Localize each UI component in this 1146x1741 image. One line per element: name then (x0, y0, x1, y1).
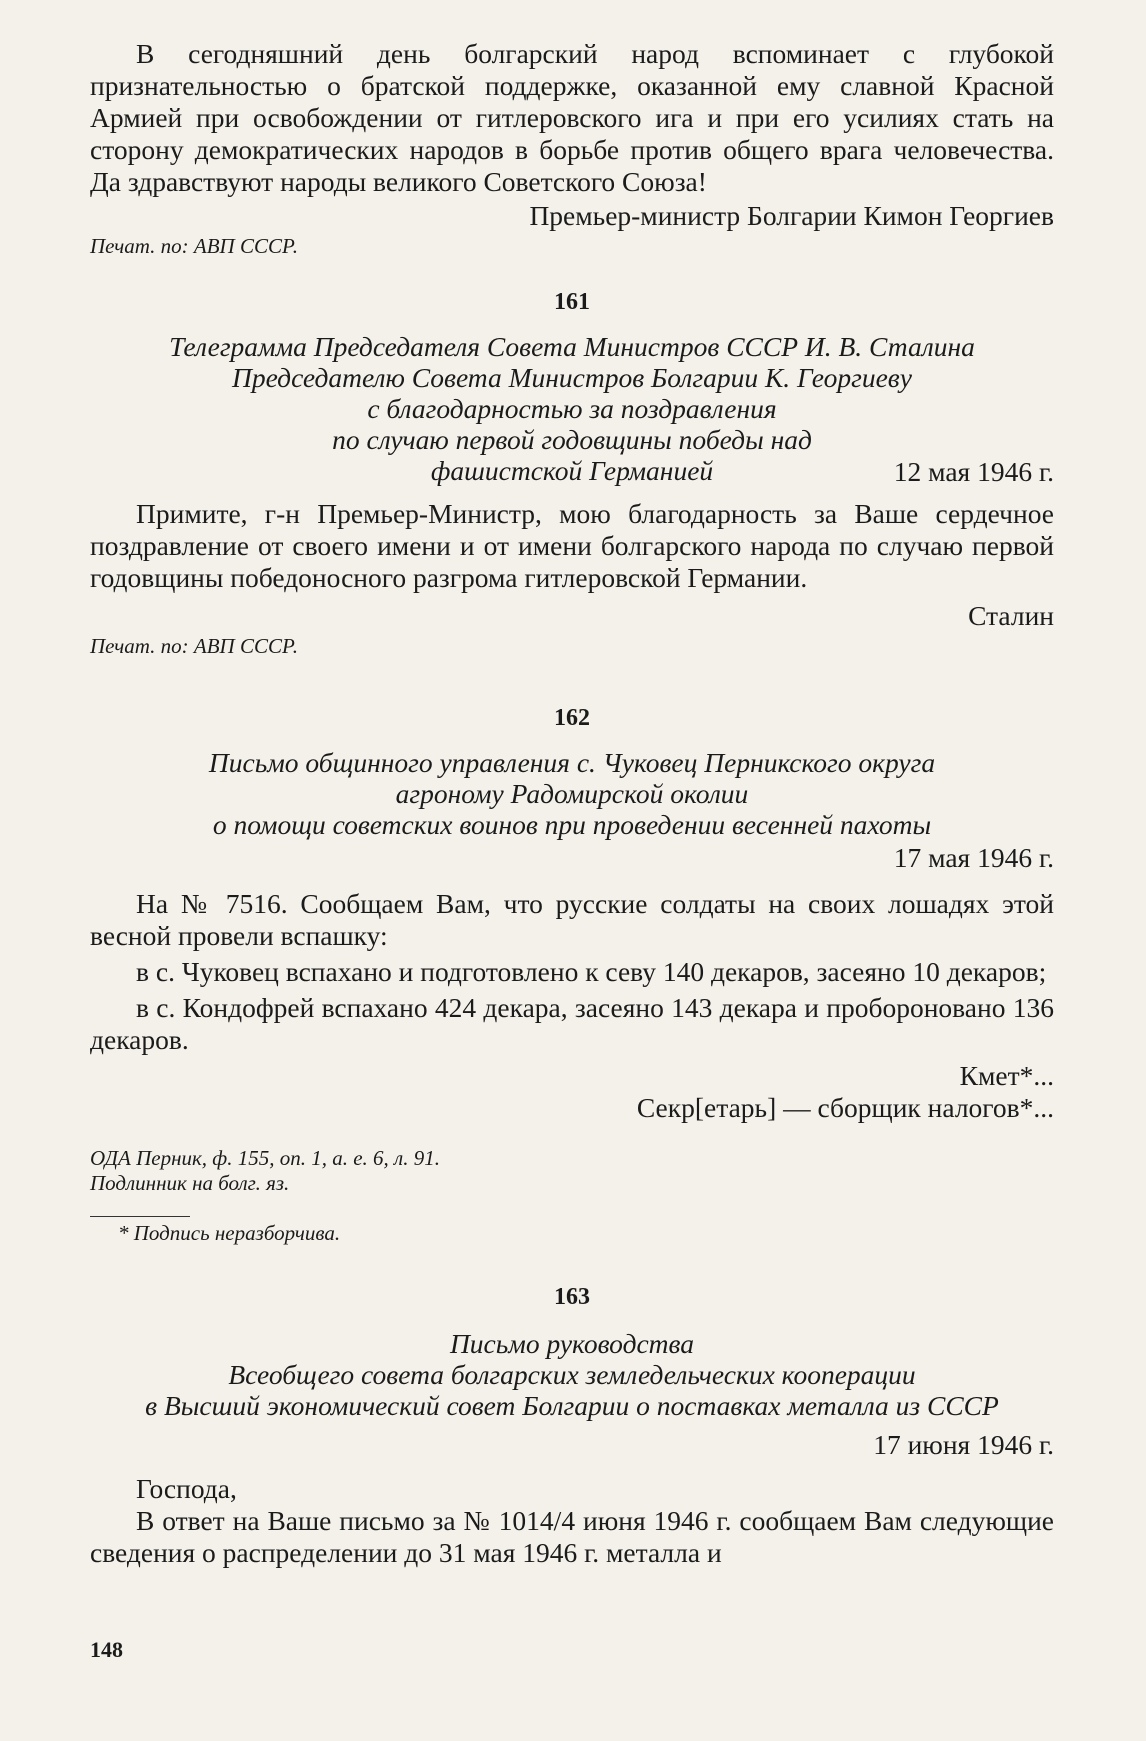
doc162-paragraph-1: На № 7516. Сообщаем Вам, что русские солдаты на своих лошадях этой весной провели вспашку: (90, 888, 1054, 951)
doc160-signature: Премьер-министр Болгарии Кимон Георгиев (529, 200, 1054, 231)
doc162-title-line: Письмо общинного управления с. Чуковец Перникского округа (208, 747, 936, 778)
doc163-date: 17 июня 1946 г. (873, 1429, 1054, 1460)
doc163-title-line: Всеобщего совета болгарских земледельческих кооперации (228, 1359, 916, 1390)
doc163-title-line: Письмо руководства (449, 1328, 695, 1359)
doc162-paragraph-2: в с. Чуковец вспахано и подготовлено к севу 140 декаров, засеяно 10 декаров; (136, 956, 1047, 987)
doc163-title (90, 1328, 1054, 1421)
doc161-date: 12 мая 1946 г. (893, 456, 1054, 487)
doc163-number: 163 (554, 1284, 590, 1310)
doc162-footnote: * Подпись неразборчива. (118, 1221, 341, 1245)
doc162-title (90, 747, 1054, 840)
doc161-paragraph: Примите, г-н Премьер-Министр, мою благодарность за Ваше сердечное поздравление от своего имени и от имени болгарского народа по случаю первой годовщины победоносного разгрома гитлеровской Германии. (90, 498, 1054, 593)
doc162-paragraph-3: в с. Кондофрей вспахано 424 декара, засеяно 143 декара и пробороновано 136 декаров. (90, 992, 1054, 1055)
doc161-title-line: Председателю Совета Министров Болгарии К. Георгиеву (232, 362, 912, 393)
doc162-title-line: о помощи советских воинов при проведении весенней пахоты (212, 809, 932, 840)
doc162-signature-1: Кмет*... (959, 1060, 1054, 1091)
doc161-source: Печат. по: АВП СССР. (90, 634, 298, 658)
doc161-title-line: с благодарностью за поздравления (367, 393, 777, 424)
doc160-source: Печат. по: АВП СССР. (90, 234, 298, 258)
doc161-title-line: по случаю первой годовщины победы над (332, 424, 812, 455)
doc161-number: 161 (554, 289, 590, 315)
doc161-title-line: Телеграмма Председателя Совета Министров СССР И. В. Сталина (169, 331, 975, 362)
doc160-paragraph: В сегодняшний день болгарский народ вспоминает с глубокой признательностью о братской поддержке, оказанной ему славной Красной Армией при освобождении от гитлеровского ига и при его усилиях стать на сторону демократических народов в борьбе против общего врага человечества. Да здравствуют народы великого Советского Союза! (90, 38, 1054, 197)
footnote-divider (90, 1216, 190, 1217)
doc163-title-line: в Высший экономический совет Болгарии о поставках металла из СССР (145, 1390, 999, 1421)
doc161-title-line: фашистской Германией (430, 455, 714, 486)
doc162-date: 17 мая 1946 г. (893, 842, 1054, 873)
doc162-title-line: агроному Радомирской околии (395, 778, 749, 809)
page-number: 148 (90, 1637, 123, 1662)
doc162-source-1: ОДА Перник, ф. 155, оп. 1, а. е. 6, л. 91. (90, 1146, 440, 1170)
doc163-paragraph: В ответ на Ваше письмо за № 1014/4 июня 1946 г. сообщаем Вам следующие сведения о распределении до 31 мая 1946 г. металла и (90, 1505, 1054, 1568)
doc161-signature: Сталин (968, 600, 1054, 631)
doc163-salutation: Господа, (136, 1473, 237, 1504)
doc162-number: 162 (554, 705, 590, 731)
doc162-signature-2: Секр[етарь] — сборщик налогов*... (636, 1092, 1054, 1123)
doc162-source-2: Подлинник на болг. яз. (90, 1171, 290, 1195)
